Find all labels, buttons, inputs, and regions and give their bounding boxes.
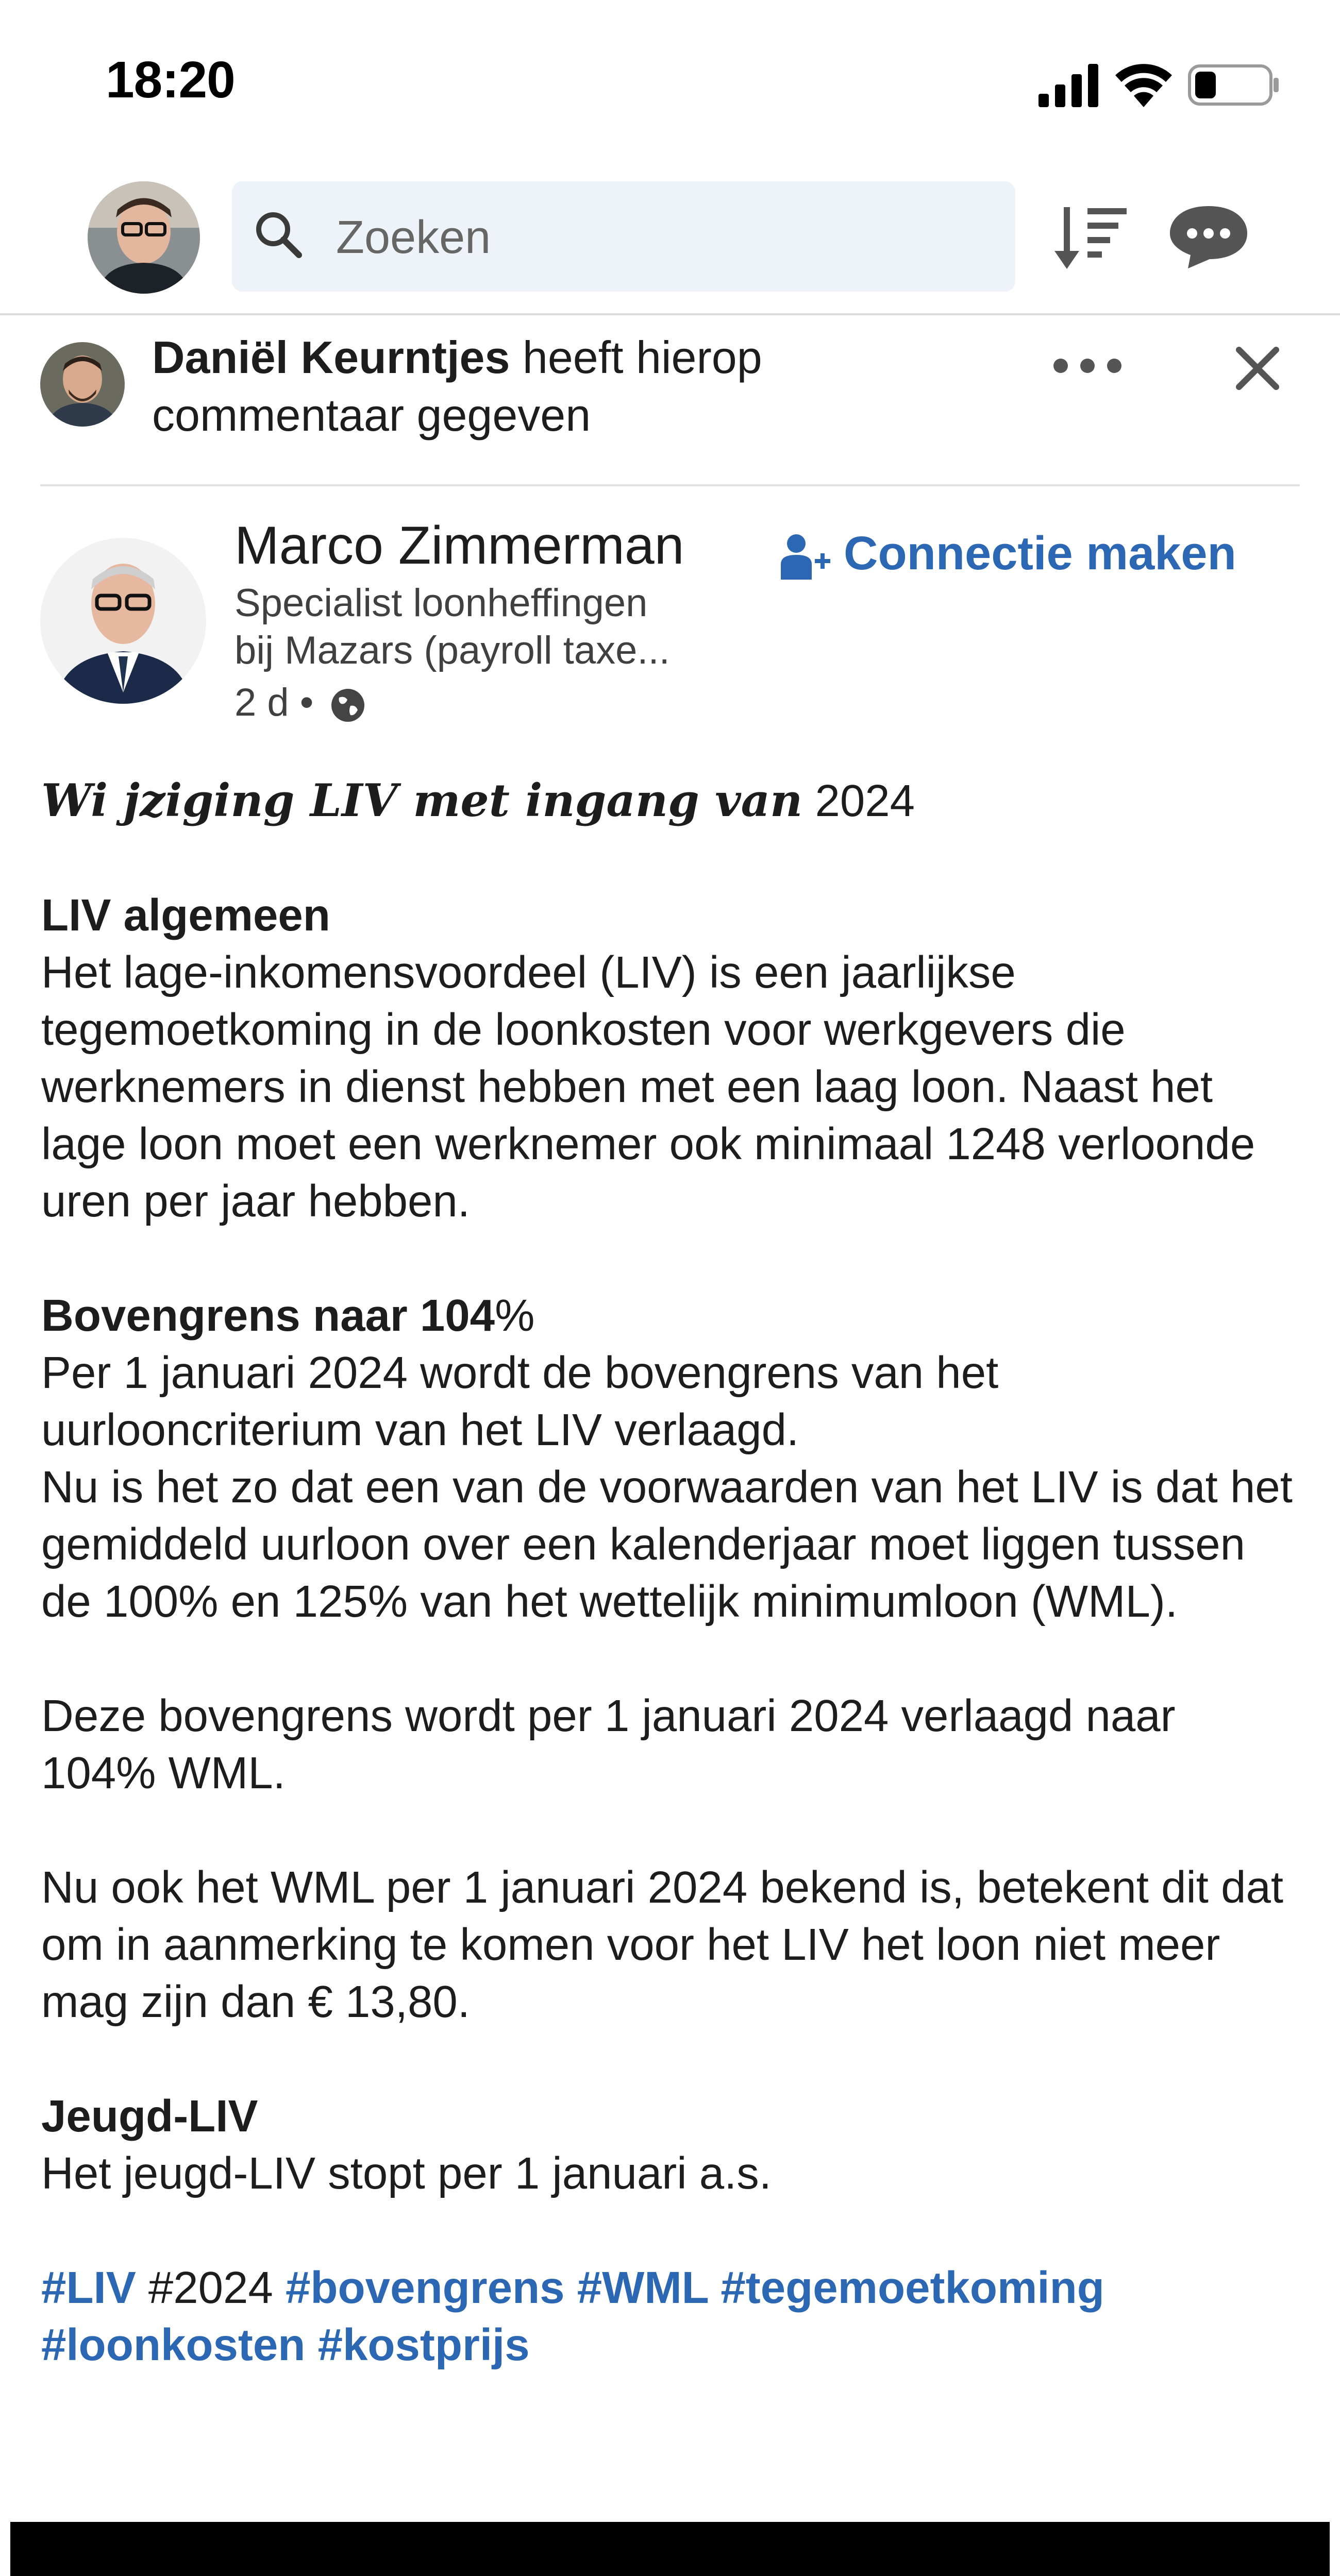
wifi-icon [1113, 60, 1174, 107]
hashtag[interactable]: #LIV [41, 2263, 136, 2313]
search-icon [253, 209, 304, 260]
messaging-icon[interactable] [1167, 204, 1250, 270]
close-icon[interactable] [1232, 343, 1283, 394]
hashtag[interactable]: #WML [577, 2263, 709, 2313]
author-headline-line1: Specialist loonheffingen [234, 581, 648, 625]
author-headline [234, 580, 729, 674]
hashtag[interactable]: #bovengrens [286, 2263, 565, 2313]
post-title-text: Wi jziging LIV met ingang van [41, 774, 803, 827]
post-meta [234, 680, 366, 725]
author-name[interactable]: Marco Zimmerman [234, 516, 684, 575]
section-heading-bovengrens-text: Bovengrens naar 104 [41, 1291, 495, 1341]
section-heading-bovengrens-percent: % [495, 1291, 535, 1341]
hashtags [41, 2259, 1299, 2374]
post-media-text [541, 2573, 741, 2576]
more-options-icon[interactable] [1051, 355, 1124, 376]
sort-filter-icon[interactable] [1051, 202, 1129, 274]
add-person-icon [781, 532, 832, 584]
status-bar [0, 0, 1340, 170]
section-text-bovengrens-2: Nu is het zo dat een van de voorwaarden van het LIV is dat het gemiddeld uurloon over een kalenderjaar moet liggen tussen de 100% en 125% van het wettelijk minimumloon (WML). [41, 1462, 1293, 1626]
post-title [41, 772, 1299, 829]
section-heading-jeugd-liv: Jeugd-LIV [41, 2091, 258, 2141]
search-placeholder: Zoeken [336, 212, 491, 263]
section-heading-liv-algemeen: LIV algemeen [41, 890, 330, 940]
cellular-signal-icon [1038, 64, 1100, 107]
status-time: 18:20 [106, 51, 235, 109]
author-headline-line2: bij Mazars (payroll taxe... [234, 629, 670, 672]
post-title-year: 2024 [815, 776, 915, 826]
section-heading-bovengrens [41, 1287, 1299, 1344]
comment-context-text [152, 329, 1002, 444]
post-media-image[interactable] [10, 2522, 1330, 2576]
hashtag[interactable]: #kostprijs [317, 2320, 530, 2370]
commenter-name[interactable]: Daniël Keurntjes [152, 332, 510, 383]
comment-context-action: heeft hierop commentaar gegeven [152, 332, 762, 440]
section-text-bovengrens-1: Per 1 januari 2024 wordt de bovengrens van het uurlooncriterium van het LIV verlaagd. [41, 1348, 999, 1455]
section-text-jeugd-liv: Het jeugd-LIV stopt per 1 januari a.s. [41, 2148, 772, 2198]
section-text-liv-algemeen: Het lage-inkomensvoordeel (LIV) is een jaarlijkse tegemoetkoming in de loonkosten voor werkgevers die werknemers in dienst hebben met een laag loon. Naast het lage loon moet een werknemer ook minimaal 1248 verloonde uren per jaar hebben. [41, 947, 1255, 1226]
hashtag-plain: #2024 [148, 2263, 273, 2313]
section-text-bovengrens-4: Nu ook het WML per 1 januari 2024 bekend is, betekent dit dat om in aanmerking te komen voor het LIV het loon niet meer mag zijn dan € 13,80. [41, 1862, 1284, 2027]
battery-icon [1188, 64, 1281, 106]
globe-icon [330, 687, 366, 723]
section-text-bovengrens-3: Deze bovengrens wordt per 1 januari 2024 verlaagd naar 104% WML. [41, 1691, 1176, 1798]
connect-button-label: Connectie maken [844, 527, 1236, 580]
divider [40, 484, 1300, 486]
commenter-avatar[interactable] [40, 342, 125, 427]
my-profile-avatar[interactable] [88, 181, 200, 294]
author-avatar[interactable] [40, 538, 206, 704]
post-body [41, 772, 1299, 2374]
hashtag[interactable]: #tegemoetkoming [721, 2263, 1104, 2313]
post-age: 2 d • [234, 681, 314, 724]
hashtag[interactable]: #loonkosten [41, 2320, 306, 2370]
